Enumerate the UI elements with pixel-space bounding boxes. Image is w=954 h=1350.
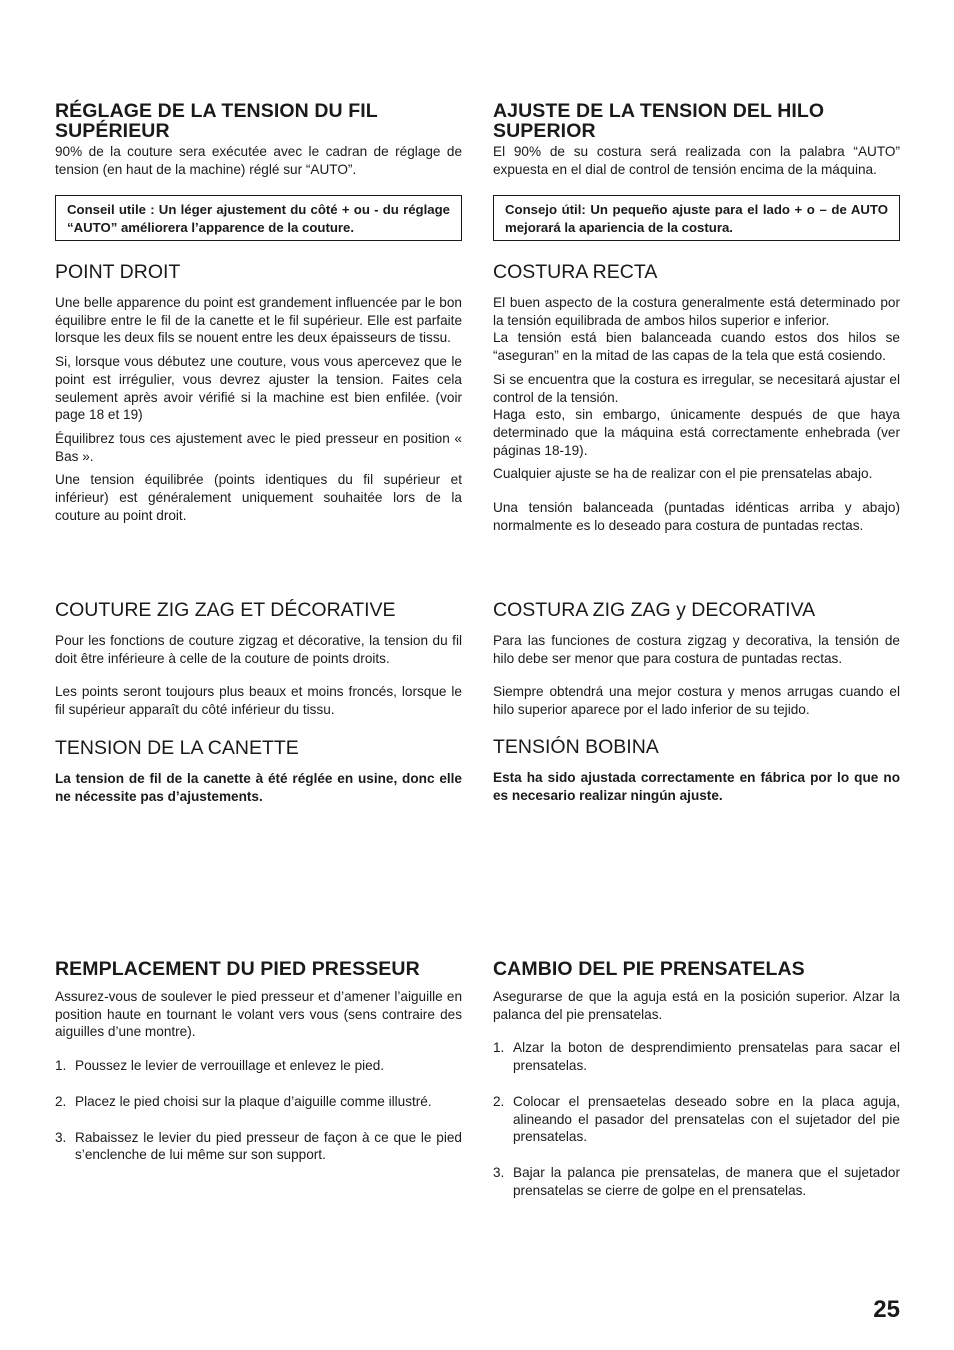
fr-upper-tension-section <box>55 101 462 184</box>
es-zigzag-para: Siempre obtendrá una mejor costura y menos arrugas cuando el hilo superior aparece por el lado inferior de su tejido. <box>493 684 900 718</box>
fr-zigzag-section <box>55 599 462 725</box>
es-upper-tension-title: AJUSTE DE LA TENSION DEL HILO SUPERIOR <box>493 100 825 142</box>
es-tip-box <box>493 195 900 241</box>
step-text: Poussez le levier de verrouillage et enlevez le pied. <box>75 1058 385 1074</box>
es-zigzag-title: COSTURA ZIG ZAG y DECORATIVA <box>493 599 816 621</box>
es-straight-para: El buen aspecto de la costura generalmente está determinado por la tensión equilibrada de ambos hilos superior e inferior. <box>493 295 900 328</box>
fr-zigzag-title: COUTURE ZIG ZAG ET DÉCORATIVE <box>55 599 396 621</box>
fr-straight-para: Une belle apparence du point est grandement influencée par le bon équilibre entre le fil de la canette et le fil supérieur. Elle est parfaite lorsque les deux fils se nouent entre les deux épaisseurs de tissu. <box>55 295 462 346</box>
step-number: 2. <box>55 1093 67 1109</box>
es-zigzag-para: Para las funciones de costura zigzag y decorativa, la tensión de hilo debe ser menor que para costura de puntadas rectas. <box>493 633 900 666</box>
step-text: Placez le pied choisi sur la plaque d’aiguille comme illustré. <box>75 1093 432 1109</box>
fr-tip-box <box>55 195 462 241</box>
es-straight-para: Cualquier ajuste se ha de realizar con el pie prensatelas abajo. <box>493 466 873 482</box>
fr-foot-title: REMPLACEMENT DU PIED PRESSEUR <box>55 958 420 980</box>
es-foot-step <box>493 1093 900 1146</box>
es-straight-section <box>493 261 900 540</box>
es-bobbin-text: Esta ha sido ajustada correctamente en fábrica por lo que no es necesario realizar ningún ajuste. <box>493 770 900 803</box>
step-number: 3. <box>55 1129 67 1145</box>
fr-foot-section <box>55 959 462 1182</box>
es-straight-para: Haga esto, sin embargo, únicamente después de que haya determinado que la máquina está correctamente enhebrada (ver páginas 18-19). <box>493 407 900 458</box>
step-text: Colocar el prensaetelas deseado sobre en la placa aguja, alineando el pasador del prensatelas con el sujetador del pie prensatelas. <box>513 1093 900 1145</box>
fr-foot-step <box>55 1129 462 1164</box>
step-number: 1. <box>493 1040 505 1056</box>
fr-straight-title: POINT DROIT <box>55 261 181 283</box>
fr-straight-para: Si, lorsque vous débutez une couture, vous vous apercevez que le point est irrégulier, vous devrez ajuster la tension. Faites cela seulement après avoir vérifié si la machine est bien enfilée. (voir page 18 et 19) <box>55 354 462 423</box>
fr-straight-para: Une tension équilibrée (points identiques du fil supérieur et inférieur) est généralement uniquement souhaitée lors de la couture au point droit. <box>55 472 462 523</box>
fr-upper-tension-text: 90% de la couture sera exécutée avec le cadran de réglage de tension (en haut de la machine) réglé sur “AUTO”. <box>55 144 462 177</box>
step-number: 1. <box>55 1058 67 1074</box>
page-number: 25 <box>873 1296 900 1323</box>
fr-tip-text: Conseil utile : Un léger ajustement du côté + ou - du réglage “AUTO” améliorera l’apparence de la couture. <box>55 195 462 241</box>
es-foot-title: CAMBIO DEL PIE PRENSATELAS <box>493 958 805 980</box>
es-bobbin-section <box>493 736 900 810</box>
es-zigzag-section <box>493 599 900 725</box>
es-foot-section <box>493 959 900 1217</box>
es-upper-tension-text: El 90% de su costura será realizada con la palabra “AUTO” expuesta en el dial de control de tensión encima de la máquina. <box>493 144 900 177</box>
es-straight-para: Una tensión balanceada (puntadas idénticas arriba y abajo) normalmente es lo deseado para costura de puntadas rectas. <box>493 500 900 533</box>
fr-straight-para: Équilibrez tous ces ajustement avec le pied presseur en position « Bas ». <box>55 430 462 464</box>
fr-bobbin-title: TENSION DE LA CANETTE <box>55 737 299 759</box>
fr-bobbin-section <box>55 737 462 811</box>
step-text: Alzar la boton de desprendimiento prensatelas para sacar el prensatelas. <box>513 1040 900 1074</box>
fr-foot-step <box>55 1093 462 1111</box>
step-text: Rabaissez le levier du pied presseur de façon à ce que le pied s’enclenche de lui même sur son support. <box>75 1129 462 1163</box>
fr-zigzag-para: Les points seront toujours plus beaux et moins froncés, lorsque le fil supérieur apparaît du côté inférieur du tissu. <box>55 684 462 718</box>
fr-foot-steps <box>55 1057 462 1164</box>
es-straight-para: Si se encuentra que la costura es irregular, se necesitará ajustar el control de la tensión. <box>493 371 900 405</box>
es-foot-intro: Asegurarse de que la aguja está en la posición superior. Alzar la palanca del pie prensatelas. <box>493 989 900 1022</box>
es-tip-text: Consejo útil: Un pequeño ajuste para el lado + o – de AUTO mejorará la apariencia de la costura. <box>493 195 900 241</box>
fr-zigzag-para: Pour les fonctions de couture zigzag et décorative, la tension du fil doit être inférieure à celle de la couture de points droits. <box>55 633 462 666</box>
es-bobbin-title: TENSIÓN BOBINA <box>493 736 659 758</box>
fr-upper-tension-title: RÉGLAGE DE LA TENSION DU FIL SUPÉRIEUR <box>55 100 378 142</box>
fr-foot-step <box>55 1057 462 1075</box>
step-text: Bajar la palanca pie prensatelas, de manera que el sujetador prensatelas se cierre de golpe en el prensatelas. <box>513 1164 900 1198</box>
es-foot-step <box>493 1164 900 1199</box>
es-straight-title: COSTURA RECTA <box>493 261 658 283</box>
es-straight-para: La tensión está bien balanceada cuando estos dos hilos se “aseguran” en la mitad de las capas de la tela que está cosiendo. <box>493 330 900 364</box>
fr-straight-section <box>55 261 462 530</box>
fr-foot-intro: Assurez-vous de soulever le pied presseur et d’amener l’aiguille en position haute en tournant le volant vers vous (sens contraire des aiguilles d’une montre). <box>55 989 462 1040</box>
es-foot-step <box>493 1039 900 1074</box>
es-upper-tension-section <box>493 101 900 184</box>
step-number: 2. <box>493 1093 505 1109</box>
step-number: 3. <box>493 1164 505 1180</box>
fr-bobbin-text: La tension de fil de la canette à été réglée en usine, donc elle ne nécessite pas d’ajustements. <box>55 771 462 804</box>
es-foot-steps <box>493 1039 900 1199</box>
